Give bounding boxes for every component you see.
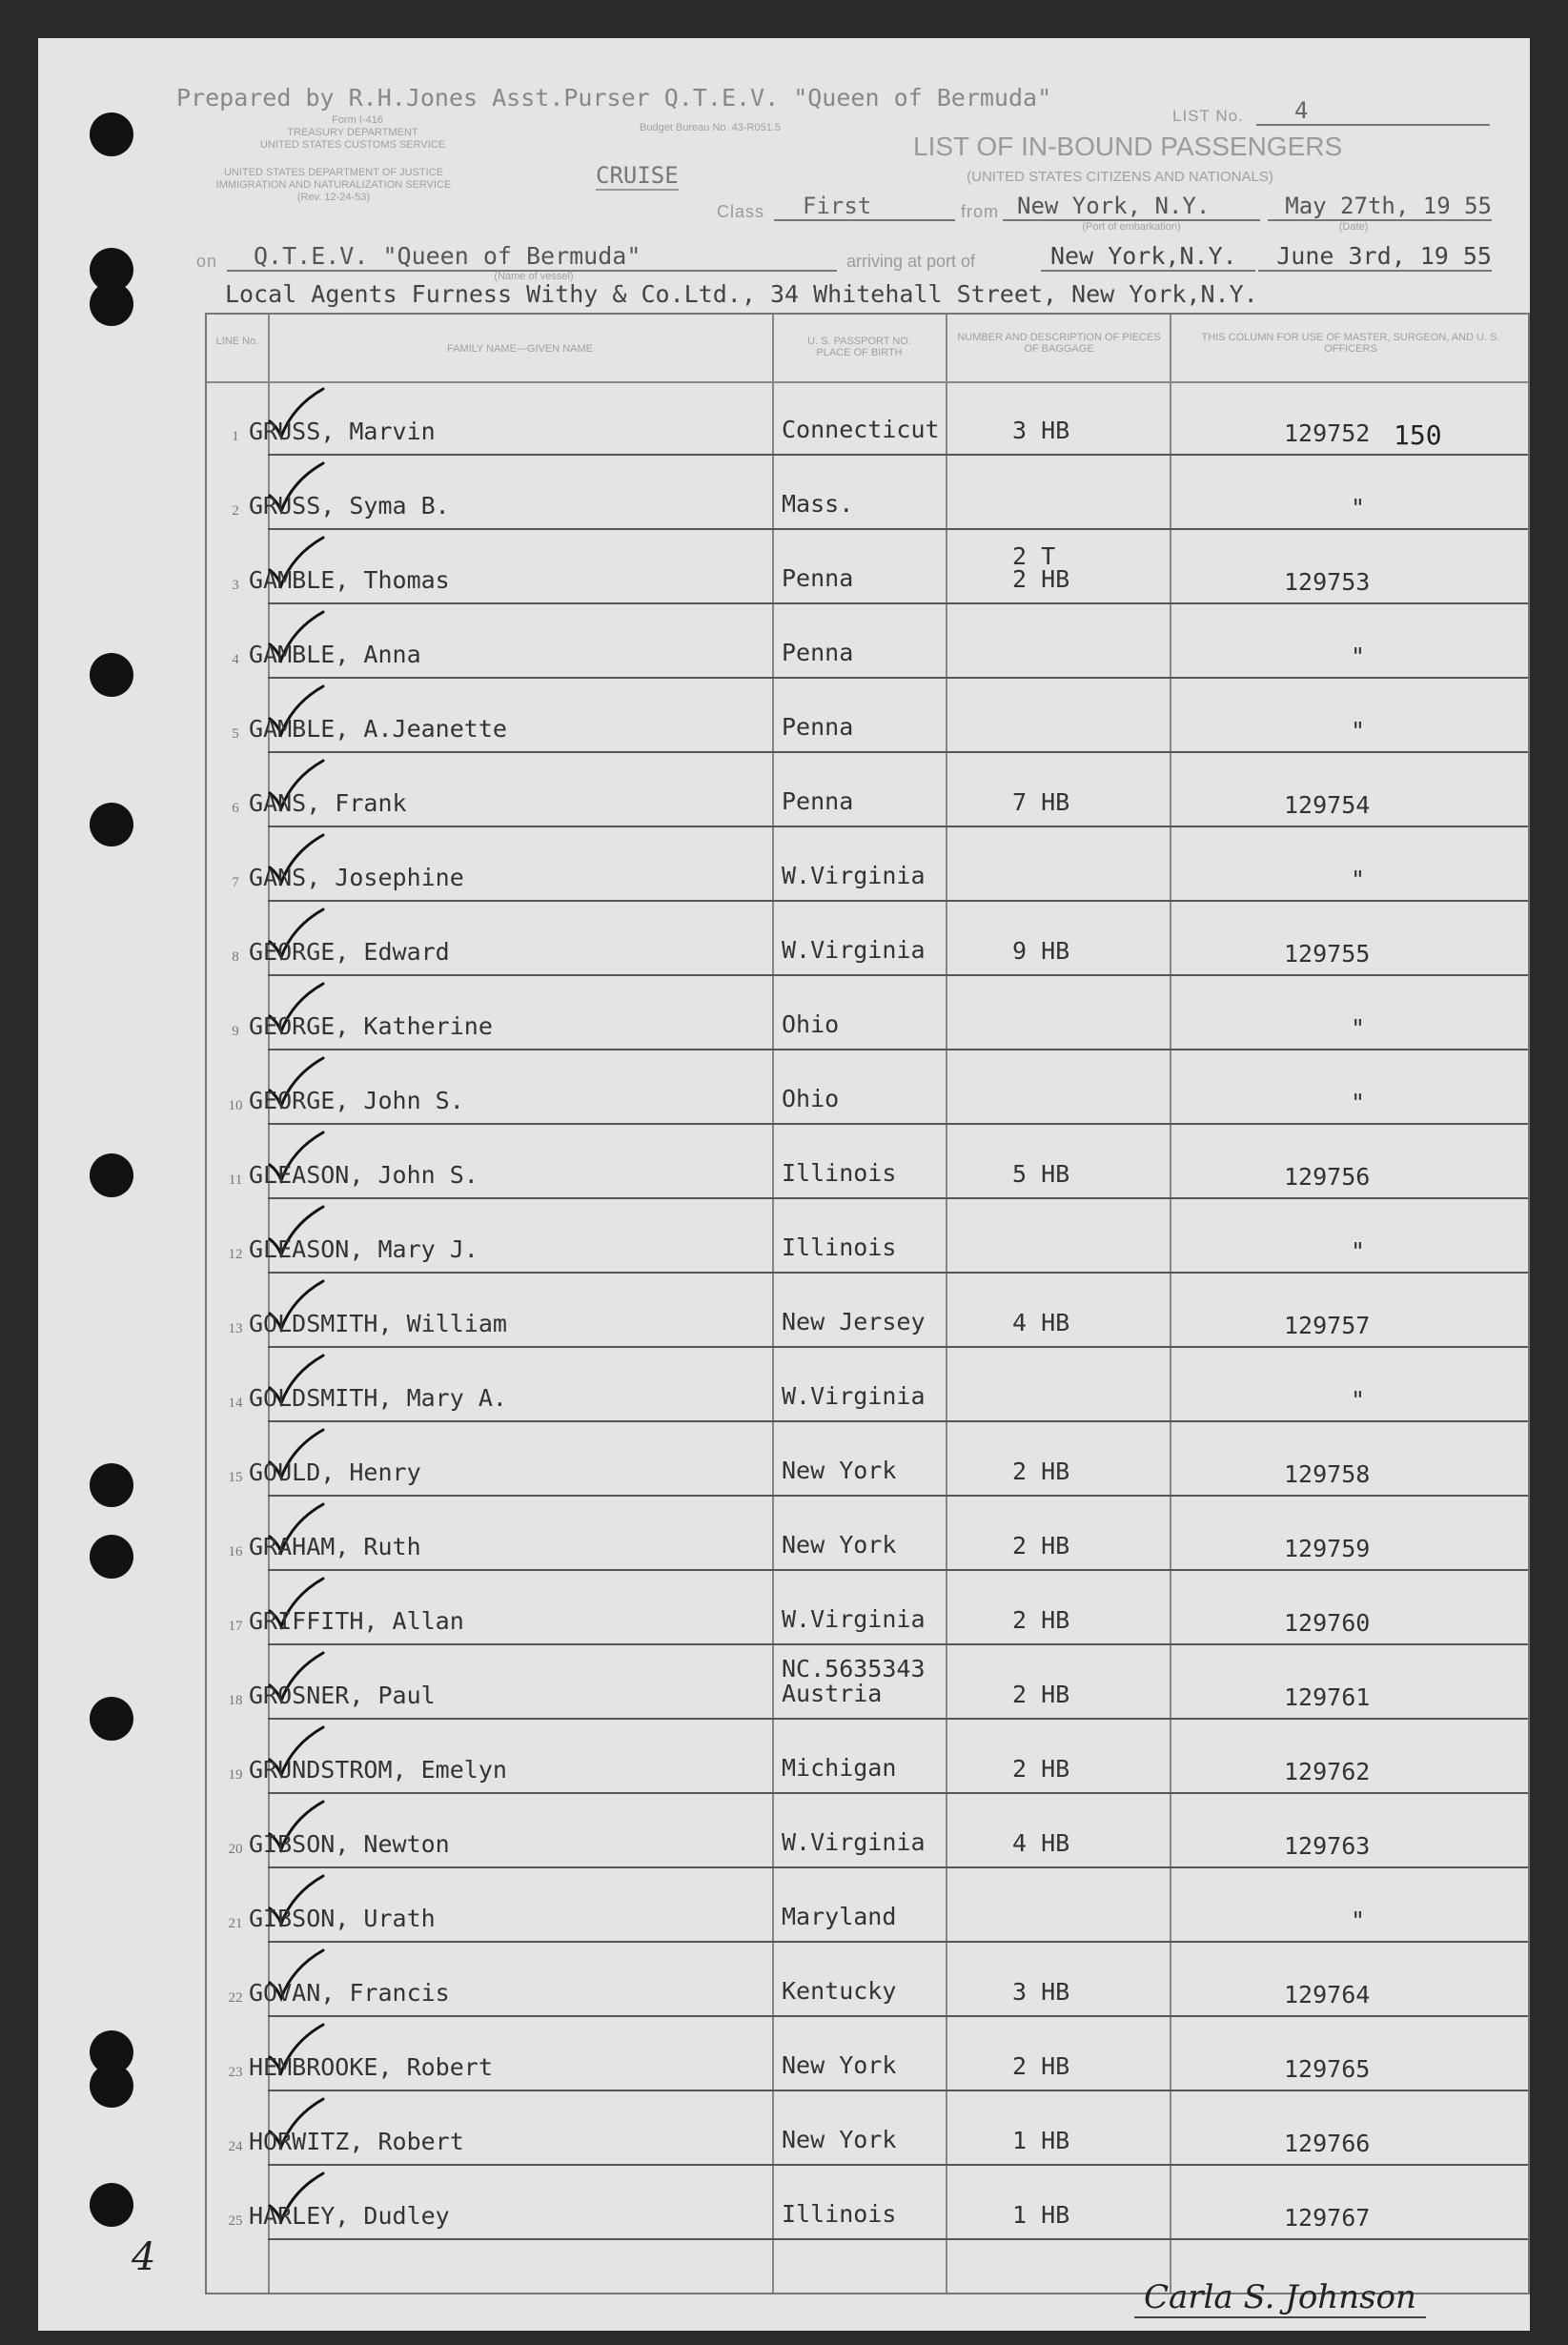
passenger-name: GRUSS, Syma B. <box>249 492 450 520</box>
passenger-name: GLEASON, Mary J. <box>249 1235 479 1263</box>
punch-hole <box>90 282 133 326</box>
place-of-birth: W.Virginia <box>782 1828 926 1856</box>
table-row <box>207 1199 1528 1274</box>
passenger-name: GAMBLE, A.Jeanette <box>249 715 507 743</box>
place-of-birth: Illinois <box>782 1234 897 1261</box>
table-row <box>207 2166 1528 2240</box>
place-of-birth: Penna <box>782 713 854 741</box>
passenger-name: GEORGE, John S. <box>249 1087 464 1114</box>
officer-number: " <box>1351 1386 1366 1414</box>
from-date: May 27th, 19 55 <box>1268 193 1492 221</box>
place-of-birth: Illinois <box>782 2200 897 2228</box>
officer-number: " <box>1351 494 1366 521</box>
passenger-name: GRAHAM, Ruth <box>249 1533 421 1560</box>
line-number: 22 <box>228 1990 243 2006</box>
col-header-officers: THIS COLUMN FOR USE OF MASTER, SURGEON, AND U. S. OFFICERS <box>1201 332 1500 355</box>
place-of-birth: W.Virginia <box>782 1382 926 1410</box>
table-row <box>207 1571 1528 1645</box>
passenger-name: GROSNER, Paul <box>249 1682 436 1709</box>
officer-number: " <box>1351 1014 1366 1042</box>
table-row <box>207 1348 1528 1422</box>
line-number: 18 <box>228 1693 243 1708</box>
place-of-birth: New York <box>782 2126 897 2153</box>
arrival-port: New York,N.Y. <box>1041 242 1255 272</box>
officer-number: 129762 <box>1284 1758 1371 1785</box>
line-number: 23 <box>228 2065 243 2080</box>
passenger-name: GOLDSMITH, Mary A. <box>249 1384 507 1412</box>
punch-hole <box>90 2064 133 2108</box>
line-number: 11 <box>228 1172 243 1188</box>
officer-number: " <box>1351 1237 1366 1265</box>
table-row <box>207 1645 1528 1720</box>
passenger-name: GANS, Josephine <box>249 864 464 891</box>
passenger-name: GOULD, Henry <box>249 1458 421 1486</box>
place-of-birth: Penna <box>782 787 854 815</box>
baggage: 9 HB <box>1012 937 1070 965</box>
place-of-birth: W.Virginia <box>782 936 926 964</box>
punch-hole <box>90 2183 133 2227</box>
table-row <box>207 2017 1528 2091</box>
table-row <box>207 456 1528 530</box>
arrival-date: June 3rd, 19 55 <box>1258 242 1492 272</box>
form-subtitle: (UNITED STATES CITIZENS AND NATIONALS) <box>967 169 1273 185</box>
place-of-birth: New York <box>782 1531 897 1559</box>
table-row <box>207 679 1528 753</box>
place-of-birth: Connecticut <box>782 416 940 443</box>
line-number: 16 <box>228 1544 243 1560</box>
page-number: 150 <box>1394 419 1442 451</box>
officer-number: 129756 <box>1284 1163 1371 1191</box>
signature: Carla S. Johnson <box>1134 2278 1426 2318</box>
officer-number: " <box>1351 642 1366 670</box>
form-title: LIST OF IN-BOUND PASSENGERS <box>913 132 1343 161</box>
passenger-table <box>205 313 1530 2294</box>
passenger-name: GOLDSMITH, William <box>249 1310 507 1337</box>
prepared-by-line: Prepared by R.H.Jones Asst.Purser Q.T.E.V. "Queen of Bermuda" <box>176 84 1052 112</box>
place-of-birth: Ohio <box>782 1010 840 1038</box>
passenger-name: GEORGE, Edward <box>249 938 450 966</box>
arriving-label: arriving at port of <box>846 252 976 271</box>
table-row <box>207 753 1528 827</box>
officer-number: 129753 <box>1284 568 1371 596</box>
line-number: 21 <box>228 1916 243 1931</box>
table-row <box>207 1868 1528 1943</box>
officer-number: 129763 <box>1284 1832 1371 1860</box>
baggage: 2 HB <box>1012 1755 1070 1783</box>
vessel-caption: (Name of vessel) <box>494 271 574 282</box>
baggage: 3 HB <box>1012 1978 1070 2006</box>
place-of-birth: Penna <box>782 564 854 592</box>
passenger-name: GAMBLE, Anna <box>249 641 421 668</box>
officer-number: 129764 <box>1284 1981 1371 2009</box>
col-header-name: FAMILY NAME—GIVEN NAME <box>446 343 593 355</box>
table-row <box>207 1125 1528 1199</box>
officer-number: " <box>1351 866 1366 893</box>
baggage: 1 HB <box>1012 2127 1070 2154</box>
row-rule <box>268 2238 1528 2240</box>
place-of-birth: Kentucky <box>782 1977 897 2005</box>
baggage: 7 HB <box>1012 788 1070 816</box>
list-no-label: LIST No. <box>1172 107 1244 125</box>
line-number: 14 <box>228 1396 243 1411</box>
line-number: 3 <box>232 578 239 593</box>
baggage: 4 HB <box>1012 1829 1070 1857</box>
cruise-stamp: CRUISE <box>596 162 679 189</box>
col-header-line-no: LINE No. <box>215 336 259 347</box>
table-row <box>207 530 1528 604</box>
baggage: 2 HB <box>1012 1532 1070 1560</box>
table-row <box>207 1050 1528 1125</box>
baggage: 2 HB <box>1012 1681 1070 1708</box>
officer-number: 129767 <box>1284 2204 1371 2232</box>
passenger-name: GLEASON, John S. <box>249 1161 479 1189</box>
baggage: 4 HB <box>1012 1309 1070 1336</box>
place-of-birth: New York <box>782 2051 897 2079</box>
passenger-name: GRUNDSTROM, Emelyn <box>249 1756 507 1784</box>
on-label: on <box>196 252 218 271</box>
table-row <box>207 604 1528 679</box>
punch-hole <box>90 1153 133 1197</box>
line-number: 9 <box>232 1024 239 1039</box>
table-row <box>207 2091 1528 2166</box>
justice-dept: UNITED STATES DEPARTMENT OF JUSTICE <box>223 167 443 178</box>
officer-number: " <box>1351 1089 1366 1116</box>
punch-hole <box>90 1697 133 1741</box>
punch-hole <box>90 112 133 156</box>
immigration-service: IMMIGRATION AND NATURALIZATION SERVICE <box>215 179 452 191</box>
passenger-name: HORWITZ, Robert <box>249 2128 464 2155</box>
line-number: 6 <box>232 801 239 816</box>
line-number: 15 <box>228 1470 243 1485</box>
table-row <box>207 1943 1528 2017</box>
baggage: 3 HB <box>1012 417 1070 444</box>
line-number: 4 <box>232 652 239 667</box>
form-number: Form I-416 <box>332 114 383 126</box>
local-agents-line: Local Agents Furness Withy & Co.Ltd., 34 Whitehall Street, New York,N.Y. <box>225 280 1258 308</box>
col-header-baggage: NUMBER AND DESCRIPTION OF PIECES OF BAGGAGE <box>957 332 1161 355</box>
vessel-name: Q.T.E.V. "Queen of Bermuda" <box>227 242 837 272</box>
customs-service: UNITED STATES CUSTOMS SERVICE <box>259 139 446 151</box>
line-number: 5 <box>232 726 239 742</box>
class-label: Class <box>717 202 765 221</box>
table-row <box>207 1720 1528 1794</box>
officer-number: 129760 <box>1284 1609 1371 1637</box>
officer-number: " <box>1351 717 1366 744</box>
table-row <box>207 1422 1528 1497</box>
passenger-name: GRIFFITH, Allan <box>249 1607 464 1635</box>
baggage: 2 HB <box>1012 1606 1070 1634</box>
punch-hole <box>90 1463 133 1507</box>
line-number: 17 <box>228 1619 243 1634</box>
place-of-birth: W.Virginia <box>782 862 926 889</box>
passenger-name: HEMBROOKE, Robert <box>249 2053 493 2081</box>
passenger-name: GOVAN, Francis <box>249 1979 450 2007</box>
line-number: 24 <box>228 2139 243 2154</box>
punch-hole <box>90 653 133 697</box>
officer-number: 129752 <box>1284 419 1371 447</box>
baggage: 5 HB <box>1012 1160 1070 1188</box>
baggage: 2 HB <box>1012 1458 1070 1485</box>
revision-date: (Rev. 12-24-53) <box>296 192 371 203</box>
manifest-page <box>38 38 1530 2331</box>
officer-number: 129755 <box>1284 940 1371 968</box>
baggage: 1 HB <box>1012 2201 1070 2229</box>
officer-number: 129757 <box>1284 1312 1371 1339</box>
passenger-name: GIBSON, Urath <box>249 1905 436 1932</box>
passenger-name: HARLEY, Dudley <box>249 2202 450 2230</box>
passenger-name: GRUSS, Marvin <box>249 418 436 445</box>
table-row <box>207 827 1528 902</box>
line-number: 13 <box>228 1321 243 1336</box>
line-number: 8 <box>232 949 239 965</box>
port-caption: (Port of embarkation) <box>1082 221 1181 233</box>
line-number: 7 <box>232 875 239 890</box>
date-caption: (Date) <box>1338 221 1369 233</box>
place-of-birth: Penna <box>782 639 854 666</box>
place-of-birth: Michigan <box>782 1754 897 1782</box>
line-number: 10 <box>228 1098 243 1113</box>
passenger-name: GANS, Frank <box>249 789 407 817</box>
table-row <box>207 1794 1528 1868</box>
budget-bureau: Budget Bureau No. 43-R051.5 <box>640 122 781 133</box>
place-of-birth: NC.5635343 Austria <box>782 1655 926 1707</box>
margin-note: 4 <box>132 2235 156 2279</box>
baggage: 2 T 2 HB <box>1012 542 1070 593</box>
officer-number: 129765 <box>1284 2055 1371 2083</box>
officer-number: " <box>1351 1907 1366 1934</box>
place-of-birth: Ohio <box>782 1085 840 1112</box>
from-label: from <box>961 202 999 221</box>
line-number: 1 <box>232 429 239 444</box>
table-row <box>207 1497 1528 1571</box>
officer-number: 129759 <box>1284 1535 1371 1562</box>
place-of-birth: Maryland <box>782 1903 897 1930</box>
officer-number: 129766 <box>1284 2130 1371 2157</box>
table-row <box>207 381 1528 456</box>
officer-number: 129754 <box>1284 791 1371 819</box>
col-header-passport: U. S. PASSPORT NO. PLACE OF BIRTH <box>807 336 911 358</box>
treasury-dept: TREASURY DEPARTMENT <box>287 127 418 138</box>
passenger-name: GEORGE, Katherine <box>249 1012 493 1040</box>
place-of-birth: Illinois <box>782 1159 897 1187</box>
table-row <box>207 976 1528 1050</box>
from-value: New York, N.Y. <box>1003 193 1260 221</box>
place-of-birth: New Jersey <box>782 1308 926 1336</box>
line-number: 12 <box>228 1247 243 1262</box>
officer-number: 129761 <box>1284 1683 1371 1711</box>
baggage: 2 HB <box>1012 2052 1070 2080</box>
place-of-birth: Mass. <box>782 490 854 518</box>
class-value: First <box>774 193 955 221</box>
line-number: 19 <box>228 1767 243 1783</box>
line-number: 20 <box>228 1842 243 1857</box>
line-number: 2 <box>232 503 239 519</box>
punch-hole <box>90 1535 133 1579</box>
table-row <box>207 1274 1528 1348</box>
place-of-birth: New York <box>782 1457 897 1484</box>
officer-number: 129758 <box>1284 1460 1371 1488</box>
punch-hole <box>90 803 133 846</box>
table-row <box>207 902 1528 976</box>
list-no-value: 4 <box>1256 97 1490 126</box>
line-number: 25 <box>228 2213 243 2229</box>
passenger-name: GAMBLE, Thomas <box>249 566 450 594</box>
passenger-name: GIBSON, Newton <box>249 1830 450 1858</box>
place-of-birth: W.Virginia <box>782 1605 926 1633</box>
